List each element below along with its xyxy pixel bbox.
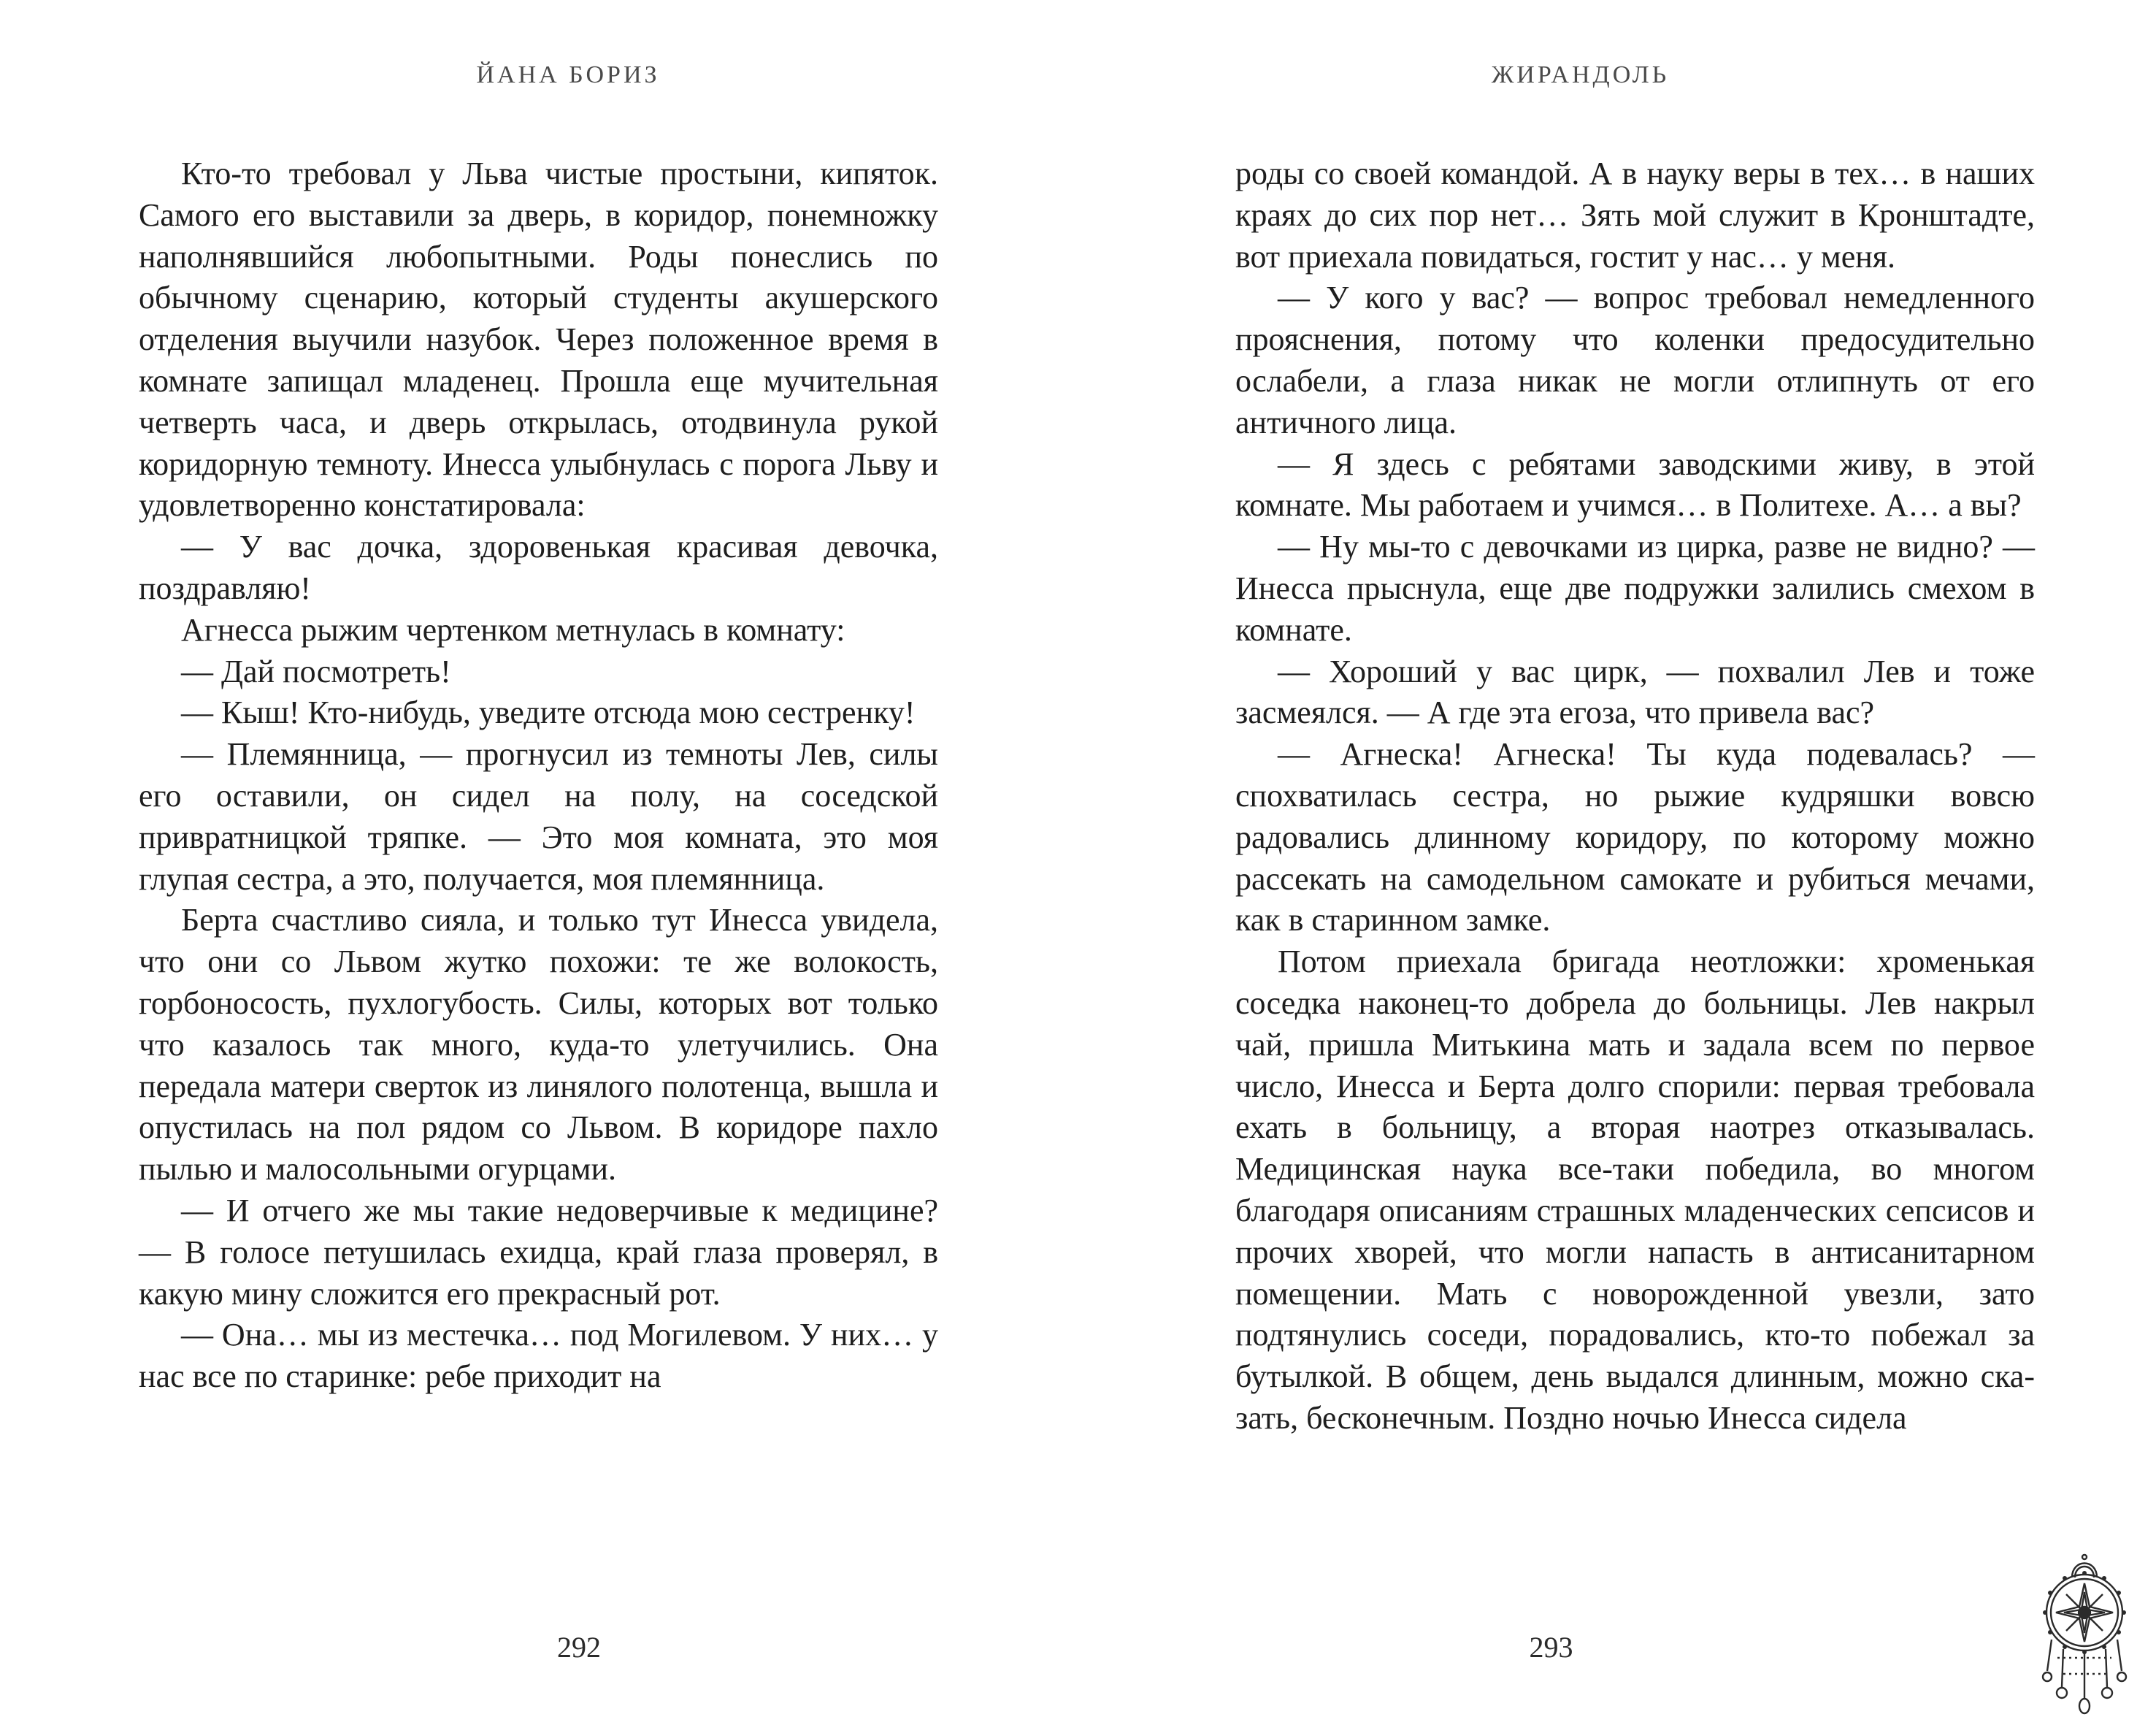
paragraph: Берта счастливо сияла, и только тут Инесса увидела, что они со Львом жутко похожи: те же волокость, горбоносость, пухлогубость. Силы, которых вот только что казалось так много, куда-то улетучились. Она передала матери сверток из линялого полотенца, вышла и опустилась на пол рядом со Львом. В коридоре пахло пылью и малосольными огурцами. [139, 902, 938, 1187]
paragraph: — Племянница, — прогнусил из темноты Лев, силы его оставили, он сидел на полу, на соседской привратницкой тряпке. — Это моя комната, это моя глупая сестра, а это, получается, моя племянница. [139, 736, 938, 897]
paragraph: — Агнеска! Агнеска! Ты куда подевалась? — спохватилась сестра, но рыжие кудряшки вовсю радовались длинному коридору, по которому можно рассекать на самодельном самокате и рубиться мечами, как в старинном замке. [1235, 736, 2035, 938]
right-page [1078, 0, 2156, 1725]
paragraph: — Я здесь с ребятами заводскими живу, в этой комнате. Мы работаем и учимся… в Политехе. А… а вы? [1235, 445, 2035, 524]
left-text-block [139, 153, 938, 1398]
paragraph: — Хороший у вас цирк, — похвалил Лев и тоже засмеялся. — А где эта егоза, что привела вас? [1235, 653, 2035, 731]
paragraph: Агнесса рыжим чертенком метнулась в комнату: [181, 611, 845, 648]
page-number-right: 293 [1529, 1631, 1573, 1664]
paragraph: — Ну мы-то с девочками из цирка, разве не видно? — Инесса прыснула, еще две подружки залились смехом в комнате. [1235, 529, 2035, 648]
running-head-title: ЖИРАНДОЛЬ [1491, 61, 1670, 88]
paragraph: — И отчего же мы такие недоверчивые к медицине? — В голосе петушилась ехидца, край глаза проверял, в какую мину сложится его прекрасный рот. [139, 1192, 938, 1312]
paragraph: — У вас дочка, здоровенькая красивая девочка, поздравляю! [139, 529, 938, 606]
paragraph: — У кого у вас? — вопрос требовал немедленного прояснения, потому что коленки предосудительно ослабели, а глаза никак не могли отлипнуть от его античного лица. [1235, 280, 2035, 440]
right-text-block [1235, 153, 2035, 1439]
paragraph-continuation: роды со своей командой. А в науку веры в тех… в наших краях до сих пор нет… Зять мой служит в Кронштадте, вот приехала повидаться, гостит у нас… у меня. [1235, 156, 2035, 275]
girandole-earring-icon [2022, 1548, 2147, 1724]
paragraph: — Дай посмотреть! [181, 653, 451, 689]
running-head-author: ЙАНА БОРИЗ [476, 61, 660, 88]
paragraph: Потом приехала бригада неотложки: хроменькая соседка наконец-то добрела до больницы. Лев накрыл чай, пришла Митькина мать и задала всем по первое число, Инесса и Берта долго спорили: первая требовала ехать в больницу, а вторая наотрез отказывалась. Медицинская наука все-таки победила, во многом благодаря описаниям страшных младенческих сепсисов и прочих хворей, что могли напасть в антисанитарном помещении. Мать с новорожденной увезли, зато подтянулись соседи, порадовались, кто-то побежал за бутылкой. В общем, день выдался длинным, можно сказать, бесконечным. Поздно ночью Инесса сидела [1235, 944, 2035, 1436]
paragraph: — Кыш! Кто-нибудь, уведите отсюда мою сестренку! [181, 695, 916, 731]
paragraph: Кто-то требовал у Льва чистые простыни, кипяток. Самого его выставили за дверь, в коридор, понемножку наполнявшийся любопытными. Роды понеслись по обычному сценарию, который студенты акушерского отделения выучили назубок. Через положенное время в комнате запищал младенец. Прошла еще мучительная четверть часа, и дверь открылась, отодвинула рукой коридорную темноту. Инесса улыбнулась с порога Льву и удовлетворенно констатировала: [139, 156, 938, 524]
paragraph: — Она… мы из местечка… под Могилевом. У них… у нас все по старинке: ребе приходит на [139, 1317, 938, 1395]
page-number-left: 292 [557, 1631, 601, 1664]
